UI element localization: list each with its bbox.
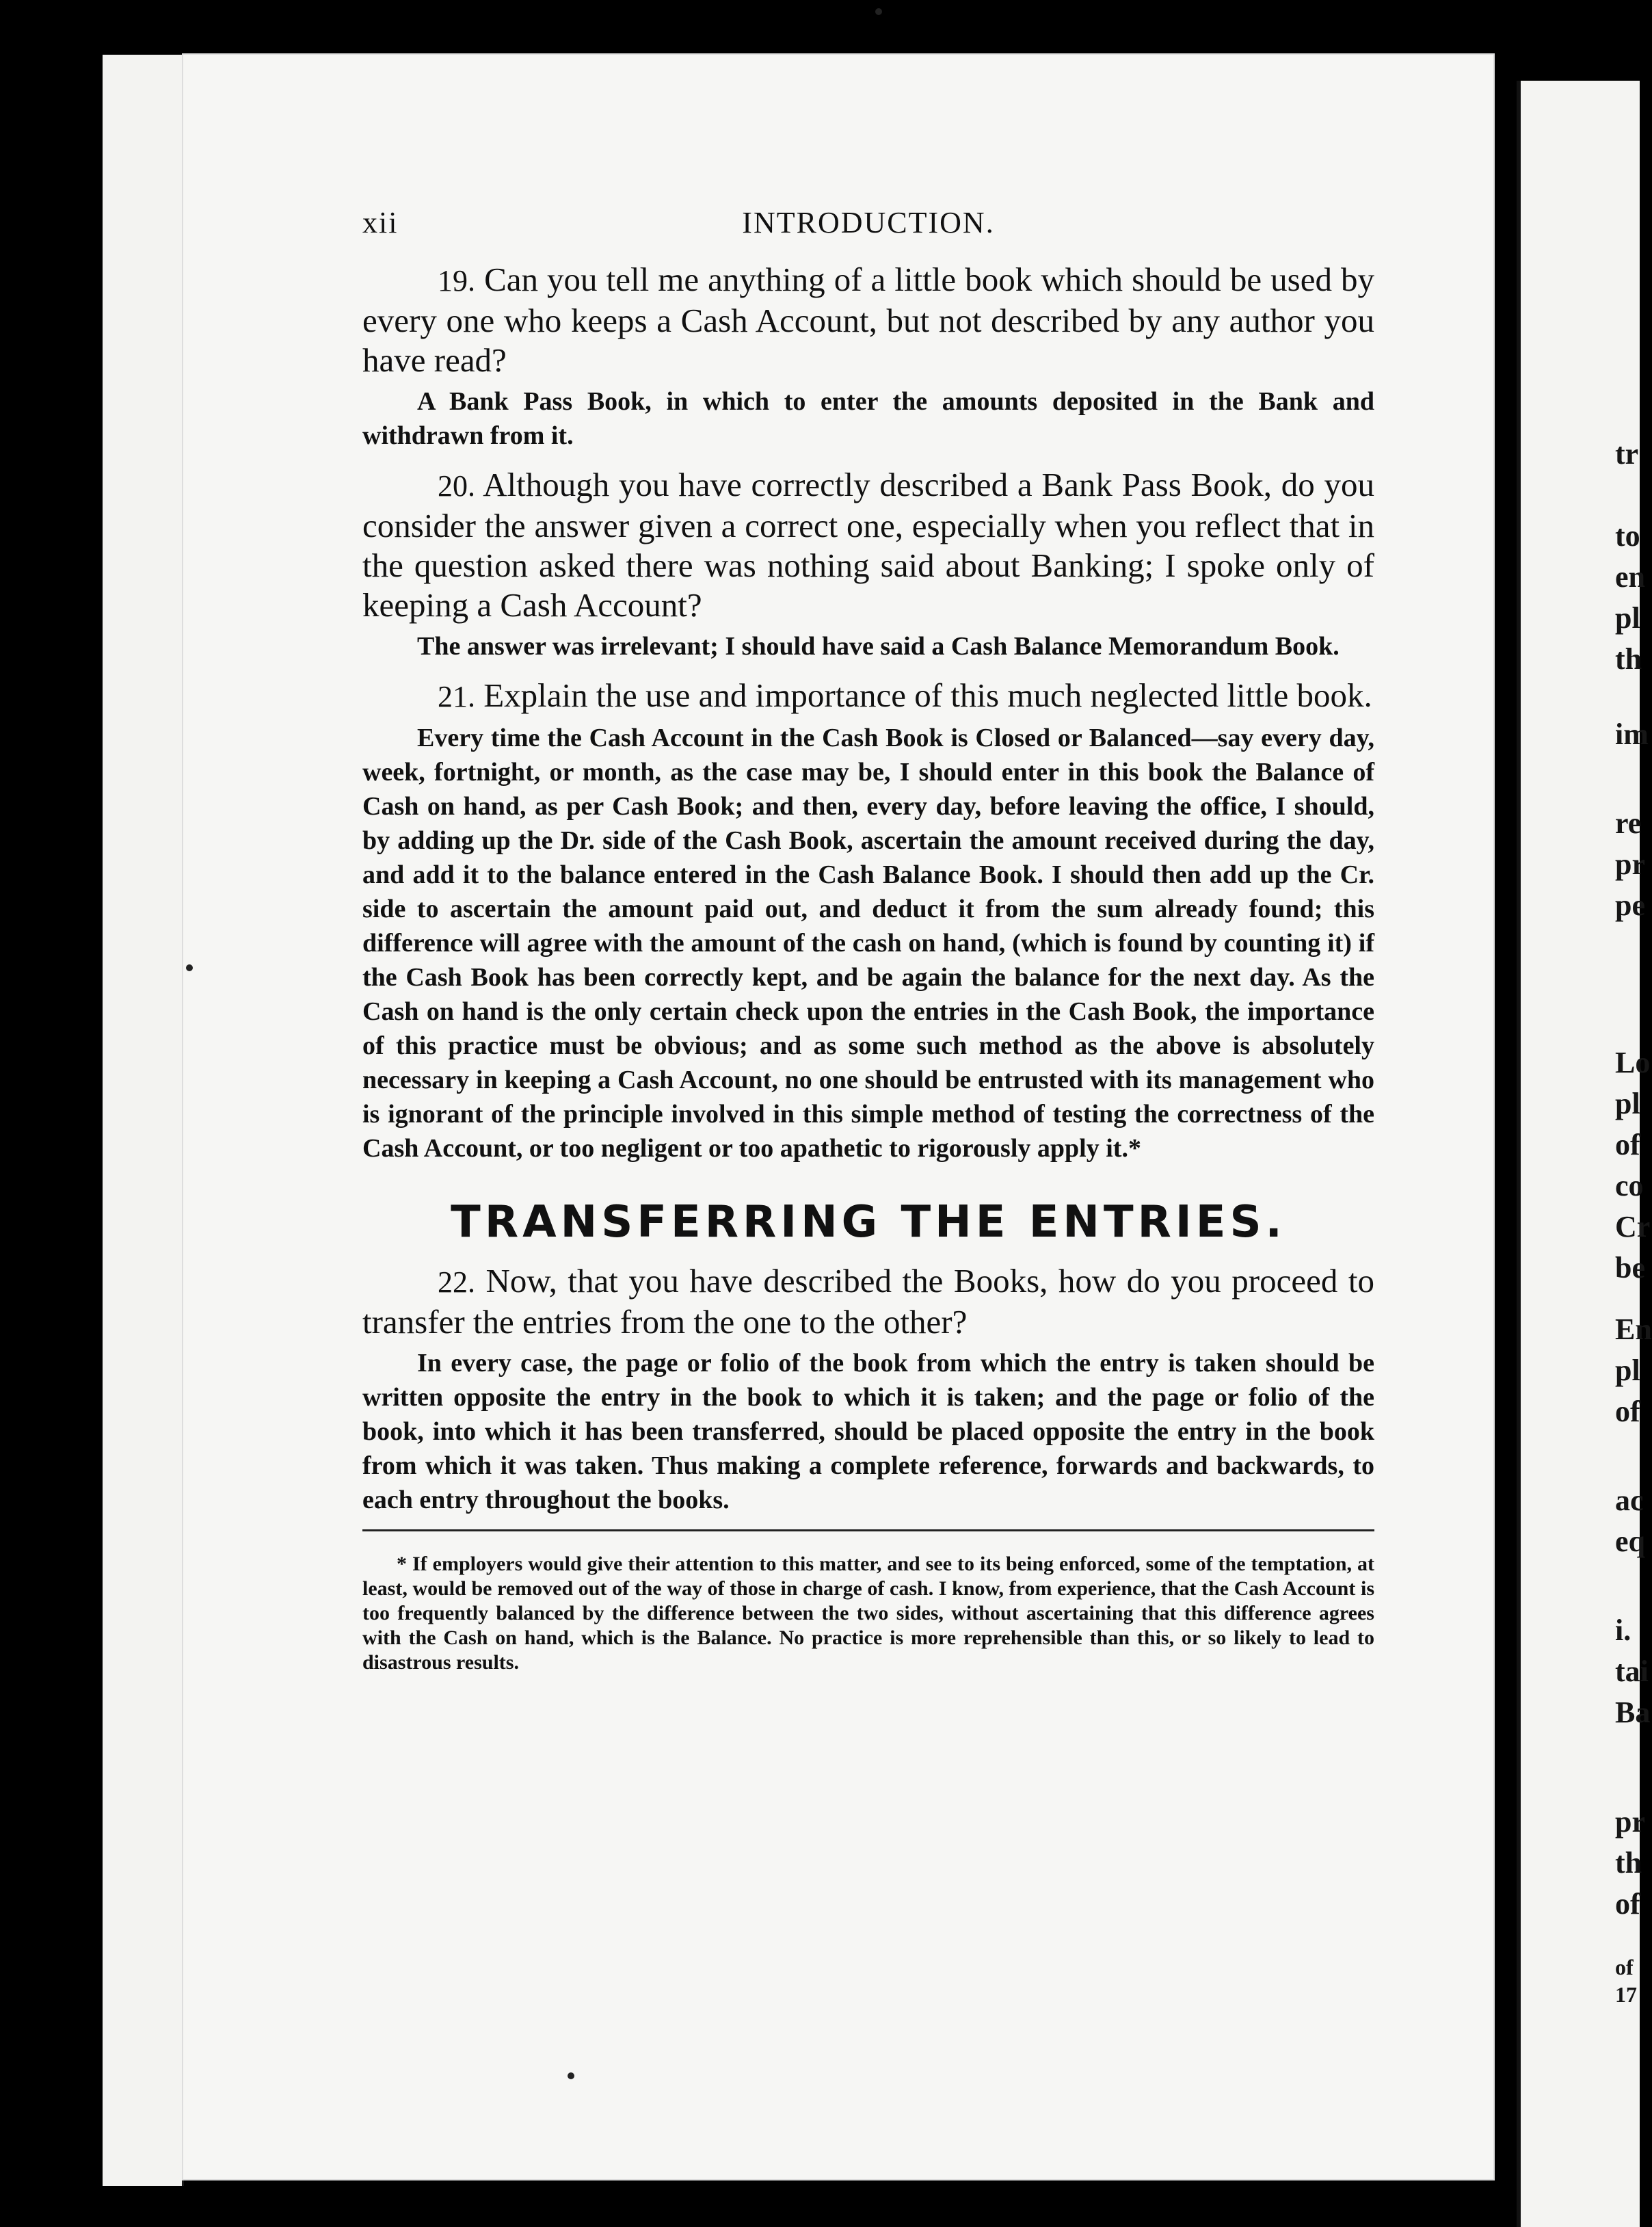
- adjacent-text-fragment: tai: [1615, 1655, 1649, 1688]
- adjacent-text-fragment: ac: [1615, 1484, 1644, 1517]
- answer-21: Every time the Cash Account in the Cash Book is Closed or Balanced—say every day, week, fortnight, or month, as the case may be, I should enter in this book the Balance of Cash on hand, as per Cash Book; and then, every day, before leaving the office, I should, by adding up the Dr. side of the Cash Book, ascertain the amount received during the day, and add it to the balance entered in the Cash Balance Book. I should then add up the Cr. side to ascertain the amount paid out, and deduct it from the sum already found; this difference will agree with the amount of the cash on hand, (which is found by counting it) if the Cash Book has been correctly kept, and be again the balance for the next day. As the Cash on hand is the only certain check upon the entries in the Cash Book, the importance of this practice must be obvious; and as some such method as the above is absolutely necessary in keeping a Cash Account, no one should be entrusted with its management who is ignorant of the principle involved in this simple method of testing the correctness of the Cash Account, or too negligent or too apathetic to rigorously apply it.*: [362, 724, 1374, 1163]
- running-title: INTRODUCTION.: [742, 206, 995, 239]
- ink-speck: [568, 2072, 574, 2079]
- adjacent-text-fragment: 17: [1615, 1982, 1637, 2007]
- question-21: [362, 676, 1374, 717]
- ink-speck: [186, 964, 193, 971]
- page-edge: [103, 55, 132, 2186]
- adjacent-text-fragment: pe: [1615, 888, 1645, 922]
- adjacent-text-fragment: of: [1615, 1395, 1640, 1428]
- answer-20: The answer was irrelevant; I should have said a Cash Balance Memorandum Book.: [417, 632, 1340, 661]
- adjacent-text-fragment: En: [1615, 1313, 1652, 1346]
- question-number: 21.: [438, 680, 475, 713]
- page-content: [362, 205, 1374, 1696]
- adjacent-text-fragment: eq: [1615, 1525, 1645, 1558]
- footnote: * If employers would give their attention to this matter, and see to its being enforced, some of the temptation, at least, would be removed out of the way of those in charge of cash. I know, from experience, that the Cash Account is too frequently balanced by the difference between the two sides, without ascertaining that this difference agrees with the Cash on hand, which is the Balance. No practice is more reprehensible than this, or so likely to lead to disastrous results.: [362, 1553, 1374, 1674]
- ink-speck: [875, 8, 882, 15]
- question-22: [362, 1261, 1374, 1342]
- page-edge: [150, 55, 170, 2186]
- adjacent-text-fragment: pr: [1615, 847, 1645, 881]
- running-head: [362, 205, 1374, 253]
- question-text: Can you tell me anything of a little book which should be used by every one who keeps a Cash Account, but not described by any author you have read?: [362, 261, 1374, 379]
- adjacent-text-fragment: pr: [1615, 1805, 1645, 1839]
- section-heading: TRANSFERRING THE ENTRIES.: [451, 1197, 1286, 1248]
- answer-19: A Bank Pass Book, in which to enter the amounts deposited in the Bank and withdrawn from it.: [362, 387, 1374, 450]
- footnote-rule: [362, 1529, 1374, 1531]
- question-number: 22.: [438, 1265, 475, 1299]
- adjacent-page: [1517, 81, 1652, 2227]
- adjacent-text-fragment: tr: [1615, 437, 1639, 471]
- adjacent-text-fragment: Lo: [1615, 1046, 1651, 1079]
- question-text: Explain the use and importance of this much neglected little book.: [483, 676, 1372, 714]
- question-number: 19.: [438, 264, 475, 298]
- question-number: 20.: [438, 469, 475, 503]
- adjacent-text-fragment: to: [1615, 519, 1640, 553]
- question-19: [362, 260, 1374, 380]
- adjacent-text-fragment: of: [1615, 1955, 1634, 1979]
- adjacent-text-fragment: en: [1615, 560, 1645, 594]
- adjacent-text-fragment: pl: [1615, 1354, 1640, 1387]
- answer-22: In every case, the page or folio of the book from which the entry is taken should be written opposite the entry in the book to which it is taken; and the page or folio of the book, into which it has been transferred, should be placed opposite the entry in the book from which it was taken. Thus making a complete reference, forwards and backwards, to each entry throughout the books.: [362, 1349, 1374, 1514]
- question-text: Although you have correctly described a Bank Pass Book, do you consider the answer given a correct one, especially when you reflect that in the question asked there was nothing said about Banking; I spoke only of keeping a Cash Account?: [362, 466, 1375, 624]
- adjacent-text-fragment: of: [1615, 1128, 1640, 1161]
- adjacent-text-fragment: th: [1615, 1846, 1642, 1880]
- adjacent-text-fragment: pl: [1615, 1087, 1640, 1120]
- page-number: xii: [362, 206, 399, 239]
- adjacent-text-fragment: re: [1615, 806, 1642, 840]
- page-edge: [130, 55, 152, 2186]
- adjacent-text-fragment: pl: [1615, 601, 1640, 635]
- adjacent-text-fragment: co: [1615, 1169, 1644, 1202]
- adjacent-text-fragment: im: [1615, 717, 1649, 751]
- adjacent-text-fragment: Ba: [1615, 1696, 1651, 1729]
- adjacent-text-fragment: i.: [1615, 1613, 1631, 1647]
- adjacent-text-fragment: be: [1615, 1251, 1645, 1284]
- question-text: Now, that you have described the Books, how do you proceed to transfer the entries from the one to the other?: [362, 1262, 1374, 1341]
- question-20: [362, 465, 1374, 625]
- adjacent-text-fragment: Cr: [1615, 1210, 1651, 1243]
- adjacent-text-fragment: th: [1615, 642, 1642, 676]
- adjacent-text-fragment: of: [1615, 1887, 1640, 1921]
